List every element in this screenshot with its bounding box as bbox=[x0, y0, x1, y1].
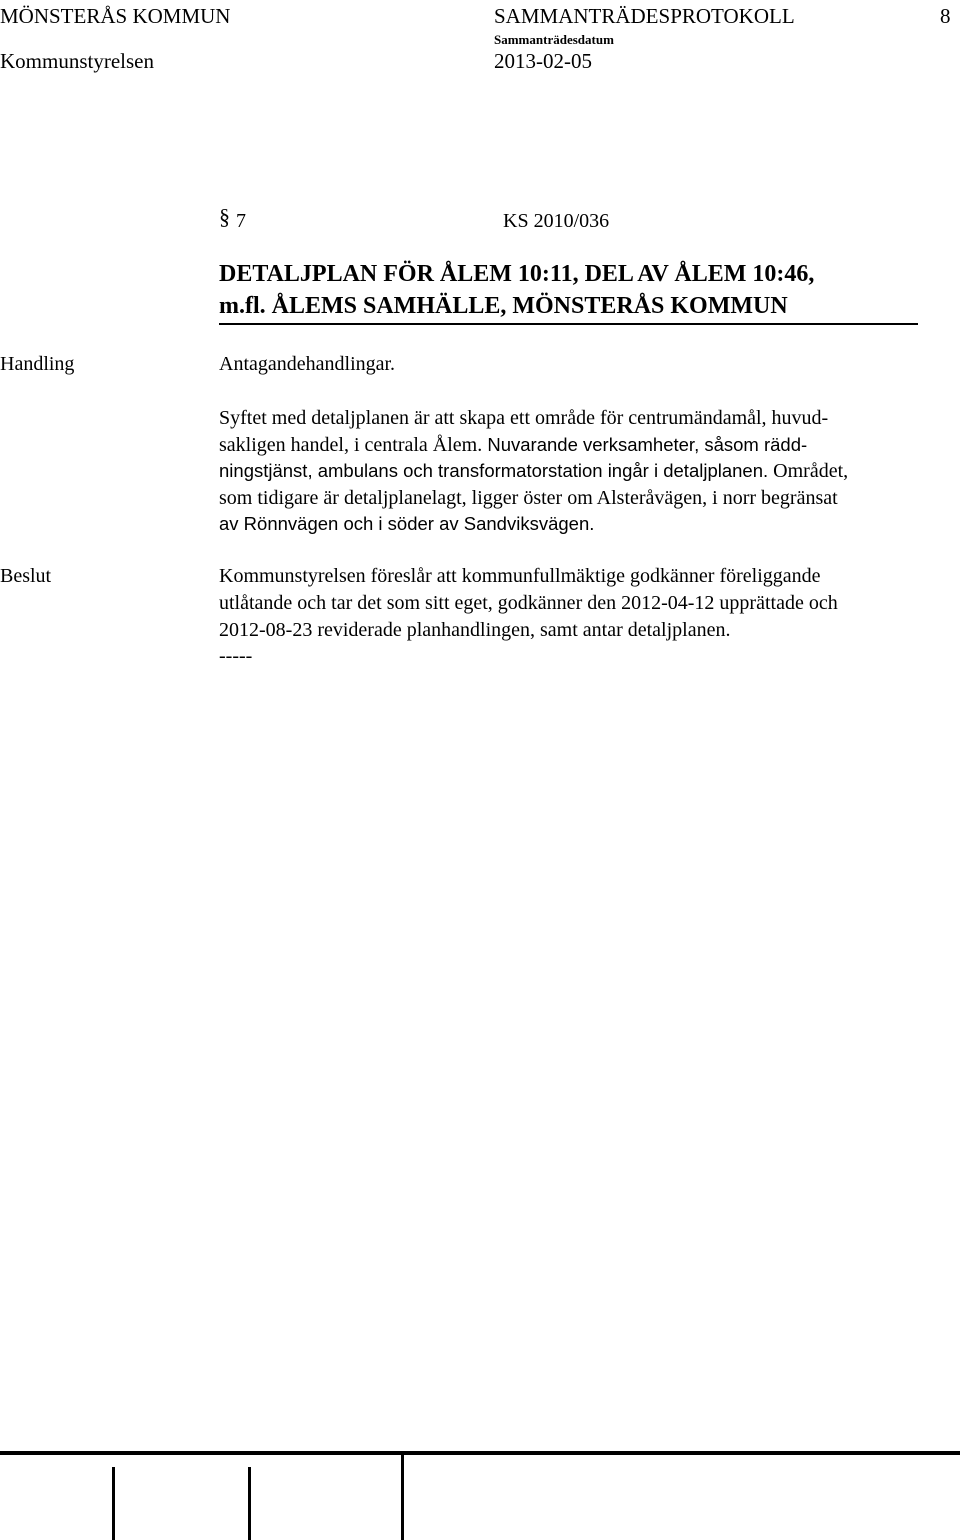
committee-name: Kommunstyrelsen bbox=[0, 49, 154, 73]
footer-divider-3 bbox=[401, 1455, 404, 1540]
description-line3-serif: Området, bbox=[768, 460, 849, 482]
description-line2-sans: Nuvarande verksamheter, såsom rädd- bbox=[482, 434, 808, 455]
beslut-line3: 2012-08-23 reviderade planhandlingen, samt antar detaljplanen. bbox=[219, 619, 731, 641]
beslut-line2: utlåtande och tar det som sitt eget, godkänner den 2012-04-12 upprättade och bbox=[219, 592, 838, 614]
meeting-date: 2013-02-05 bbox=[494, 49, 592, 73]
description-line5 bbox=[219, 511, 594, 538]
footer-horizontal-rule bbox=[0, 1451, 960, 1455]
section-number: 7 bbox=[236, 210, 246, 232]
case-number: KS 2010/036 bbox=[503, 210, 610, 232]
end-mark: ----- bbox=[219, 645, 253, 667]
description-line3-sans: ningstjänst, ambulans och transformatorstation ingår i detaljplanen. bbox=[219, 460, 769, 481]
description-line1: Syftet med detaljplanen är att skapa ett område för centrumändamål, huvud- bbox=[219, 407, 829, 429]
section-title-line1: DETALJPLAN FÖR ÅLEM 10:11, DEL AV ÅLEM 10:46, bbox=[219, 261, 815, 287]
footer-divider-1 bbox=[112, 1467, 115, 1540]
municipality-name: MÖNSTERÅS KOMMUN bbox=[0, 4, 231, 28]
description-line5-sans: av Rönnvägen och i söder av Sandviksvägen. bbox=[219, 513, 595, 534]
description-line2-serif: sakligen handel, i centrala Ålem. bbox=[219, 434, 483, 456]
title-underline bbox=[219, 323, 918, 325]
handling-label: Handling bbox=[0, 353, 75, 375]
paragraph-sign: § bbox=[219, 204, 230, 229]
description-line4: som tidigare är detaljplanelagt, ligger öster om Alsteråvägen, i norr begränsat bbox=[219, 487, 838, 509]
document-type: SAMMANTRÄDESPROTOKOLL bbox=[494, 4, 795, 28]
section-title-line2: m.fl. ÅLEMS SAMHÄLLE, MÖNSTERÅS KOMMUN bbox=[219, 293, 788, 319]
beslut-label: Beslut bbox=[0, 565, 52, 587]
page-number: 8 bbox=[940, 4, 951, 28]
date-label: Sammanträdesdatum bbox=[494, 32, 614, 47]
footer-divider-2 bbox=[248, 1467, 251, 1540]
handling-value: Antagandehandlingar. bbox=[219, 353, 396, 375]
description-line2 bbox=[219, 432, 807, 459]
beslut-line1: Kommunstyrelsen föreslår att kommunfullmäktige godkänner föreliggande bbox=[219, 565, 821, 587]
description-line3 bbox=[219, 458, 848, 485]
